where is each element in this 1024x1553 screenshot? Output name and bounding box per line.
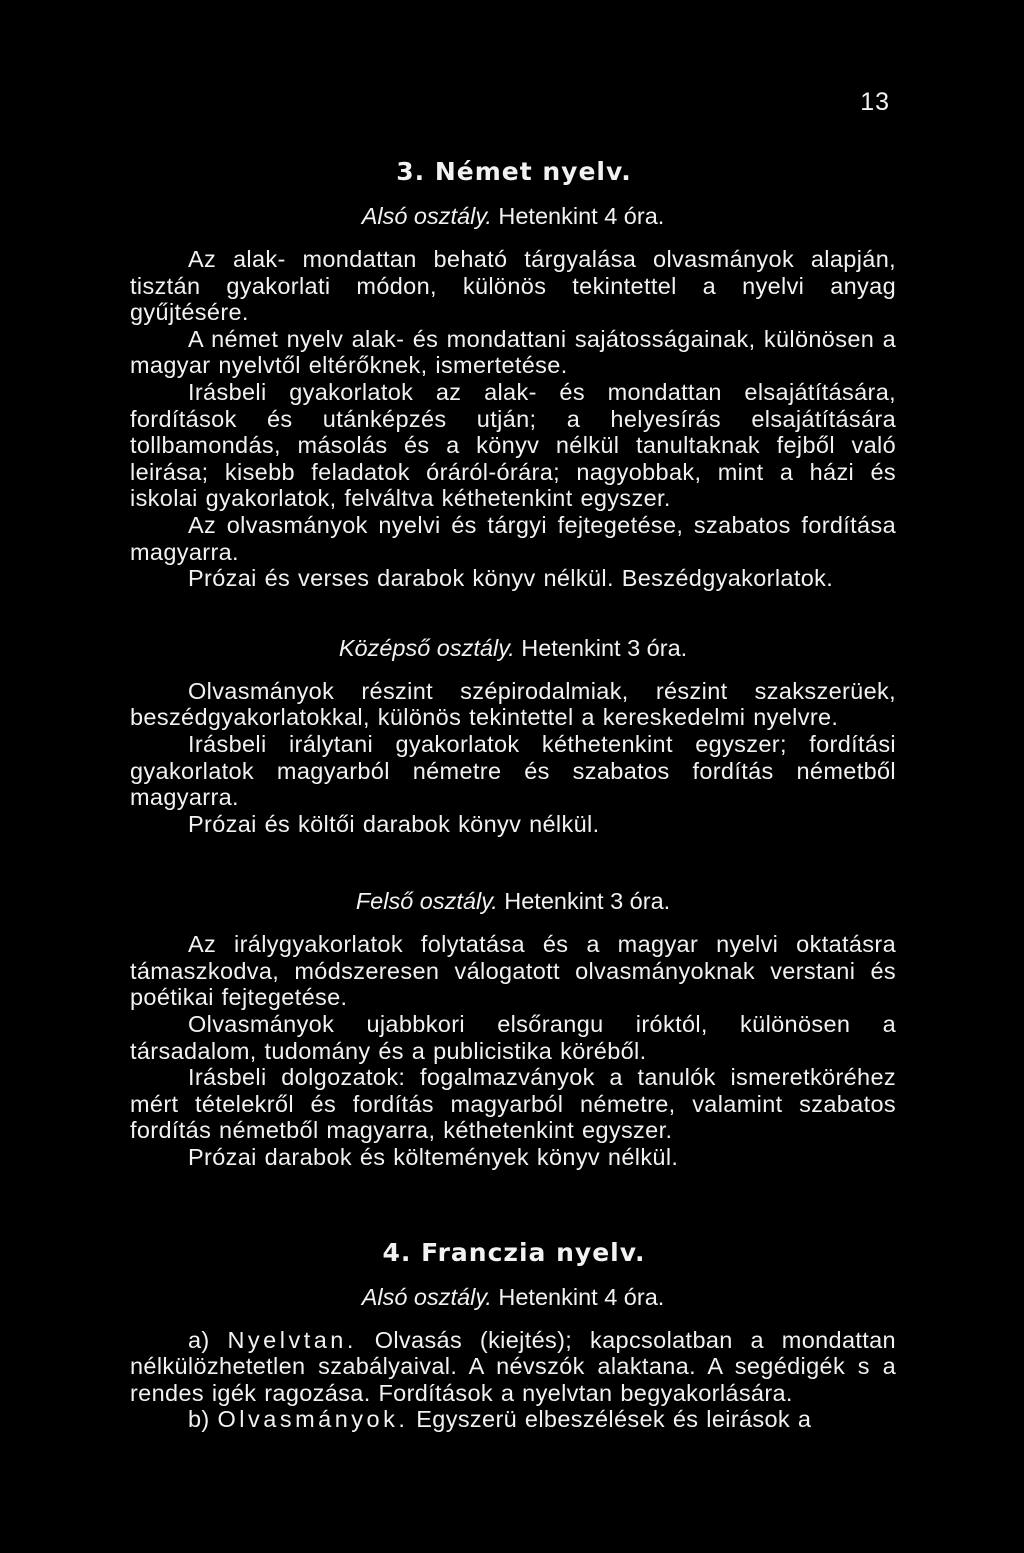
- paragraph-b: [130, 1406, 896, 1433]
- german-lower-heading: [130, 194, 896, 246]
- spacer: [130, 837, 896, 879]
- page-number: 13: [860, 88, 890, 116]
- item-b-label: b): [188, 1406, 210, 1433]
- paragraph: Irásbeli dolgozatok: fogalmazványok a tanulók ismeretköréhez mért tételekről és fordítás magyarból németre, valamint szabatos fordítás németből magyarra, kéthetenkint egyszer.: [130, 1064, 896, 1144]
- paragraph: Irásbeli irálytani gyakorlatok kéthetenkint egyszer; fordítási gyakorlatok magyarból németre és szabatos fordítás németből magyarra.: [130, 730, 896, 811]
- paragraph: Az olvasmányok nyelvi és tárgyi fejtegetése, szabatos fordítása magyarra.: [130, 511, 896, 565]
- german-section-title: 3. Német nyelv.: [396, 157, 632, 186]
- paragraph: Irásbeli gyakorlatok az alak- és mondattan elsajátítására, fordítások és utánképzés utján; a helyesírás elsajátítására tollbamondás, másolás és a könyv nélkül tanultaknak fejből való leirása; kisebb feladatok óráról-órára; nagyobbak, mint a házi és iskolai gyakorlatok, felváltva kéthetenkint egyszer.: [130, 378, 896, 512]
- paragraph: Olvasmányok ujabbkori elsőrangu iróktól, különösen a társadalom, tudomány és a publicistika köréből.: [130, 1011, 896, 1064]
- item-a-text: Olvasás (kiejtés); kapcsolatban a mondattan nélkülözhetetlen szabályaival. A névszók alaktana. A segédigék s a rendes igék ragozása. Fordítások a nyelvtan begyakorlására.: [130, 1326, 896, 1406]
- paragraph: Az alak- mondattan beható tárgyalása olvasmányok alapján, tisztán gyakorlati módon, különös tekintettel a nyelvi anyag gyűjtésére.: [130, 246, 896, 326]
- french-lower-class-name: Alsó osztály.: [361, 1283, 492, 1310]
- item-a-label: a): [188, 1326, 210, 1353]
- spacer: [130, 592, 896, 626]
- paragraph: Az irálygyakorlatok folytatása és a magyar nyelvi oktatásra támaszkodva, módszeresen válogatott olvasmányoknak verstani és poétikai fejtegetése.: [130, 931, 896, 1011]
- german-upper-heading: [130, 879, 896, 931]
- german-lower-hours: Hetenkint 4 óra.: [498, 203, 665, 229]
- spacer: [130, 1171, 896, 1231]
- page-content: [130, 150, 896, 1433]
- german-lower-class-name: Alsó osztály.: [361, 203, 492, 229]
- german-middle-hours: Hetenkint 3 óra.: [521, 634, 688, 661]
- german-upper-class-name: Felső osztály.: [355, 888, 498, 915]
- item-a-heading: Nyelvtan.: [227, 1326, 357, 1353]
- paragraph: A német nyelv alak- és mondattani sajátosságainak, különösen a magyar nyelvtől eltérőknek, ismertetése.: [130, 325, 896, 379]
- french-section-title: 4. Franczia nyelv.: [382, 1237, 646, 1267]
- german-middle-class-name: Középső osztály.: [338, 634, 515, 661]
- paragraph-a: [130, 1327, 896, 1407]
- french-lower-heading: [130, 1275, 896, 1327]
- item-b-heading: Olvasmányok.: [217, 1406, 409, 1433]
- paragraph: Prózai és költői darabok könyv nélkül.: [188, 810, 600, 837]
- paragraph: Prózai darabok és költemények könyv nélkül.: [188, 1144, 679, 1171]
- german-middle-heading: [130, 626, 896, 678]
- french-lower-hours: Hetenkint 4 óra.: [498, 1283, 665, 1310]
- item-b-text: Egyszerü elbeszélések és leirások a: [416, 1406, 812, 1433]
- german-upper-hours: Hetenkint 3 óra.: [504, 888, 671, 915]
- paragraph: Prózai és verses darabok könyv nélkül. Beszédgyakorlatok.: [188, 565, 834, 592]
- paragraph: Olvasmányok részint szépirodalmiak, részint szakszerüek, beszédgyakorlatokkal, különös tekintettel a kereskedelmi nyelvre.: [130, 677, 896, 731]
